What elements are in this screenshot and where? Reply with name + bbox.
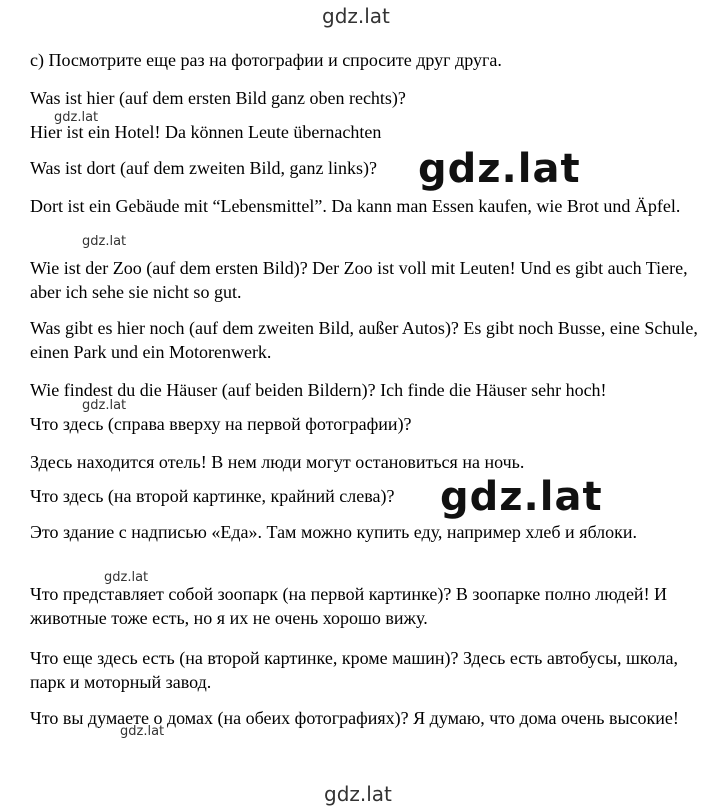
paragraph-ru-3: Что здесь (на второй картинке, крайний слева)?: [30, 486, 395, 506]
watermark-small: gdz.lat: [104, 570, 149, 585]
paragraph-de-7: Wie findest du die Häuser (auf beiden Bildern)? Ich finde die Häuser sehr hoch!: [30, 380, 607, 400]
task-instruction: c) Посмотрите еще раз на фотографии и спросите друг друга.: [30, 50, 502, 70]
watermark-large: gdz.lat: [440, 474, 603, 520]
paragraph-de-4: Dort ist ein Gebäude mit “Lebensmittel”. Da kann man Essen kaufen, wie Brot und Äpfel.: [30, 196, 681, 216]
watermark-header: gdz.lat: [322, 4, 390, 28]
paragraph-ru-1: Что здесь (справа вверху на первой фотографии)?: [30, 414, 412, 434]
watermark-footer: gdz.lat: [324, 782, 392, 806]
paragraph-de-2: Hier ist ein Hotel! Da können Leute übernachten: [30, 122, 382, 142]
paragraph-ru-5: Что представляет собой зоопарк (на первой картинке)? В зоопарке полно людей! И животные тоже есть, но я их не очень хорошо вижу.: [30, 584, 668, 628]
watermark-large: gdz.lat: [418, 146, 581, 192]
paragraph-ru-2: Здесь находится отель! В нем люди могут остановиться на ночь.: [30, 452, 525, 472]
paragraph-de-6: Was gibt es hier noch (auf dem zweiten Bild, außer Autos)? Es gibt noch Busse, eine Schule, einen Park und ein Motorenwerk.: [30, 318, 698, 362]
paragraph-ru-6: Что еще здесь есть (на второй картинке, кроме машин)? Здесь есть автобусы, школа, парк и моторный завод.: [30, 648, 678, 692]
paragraph-de-5: Wie ist der Zoo (auf dem ersten Bild)? Der Zoo ist voll mit Leuten! Und es gibt auch Tiere, aber ich sehe sie nicht so gut.: [30, 258, 688, 302]
paragraph-de-1: Was ist hier (auf dem ersten Bild ganz oben rechts)?: [30, 88, 406, 108]
watermark-small: gdz.lat: [54, 110, 99, 125]
paragraph-ru-4: Это здание с надписью «Еда». Там можно купить еду, например хлеб и яблоки.: [30, 522, 638, 542]
paragraph-ru-7: Что вы думаете о домах (на обеих фотографиях)? Я думаю, что дома очень высокие!: [30, 708, 679, 728]
watermark-small: gdz.lat: [82, 398, 127, 413]
watermark-small: gdz.lat: [82, 234, 127, 249]
watermark-small: gdz.lat: [120, 724, 165, 739]
paragraph-de-3: Was ist dort (auf dem zweiten Bild, ganz links)?: [30, 158, 377, 178]
